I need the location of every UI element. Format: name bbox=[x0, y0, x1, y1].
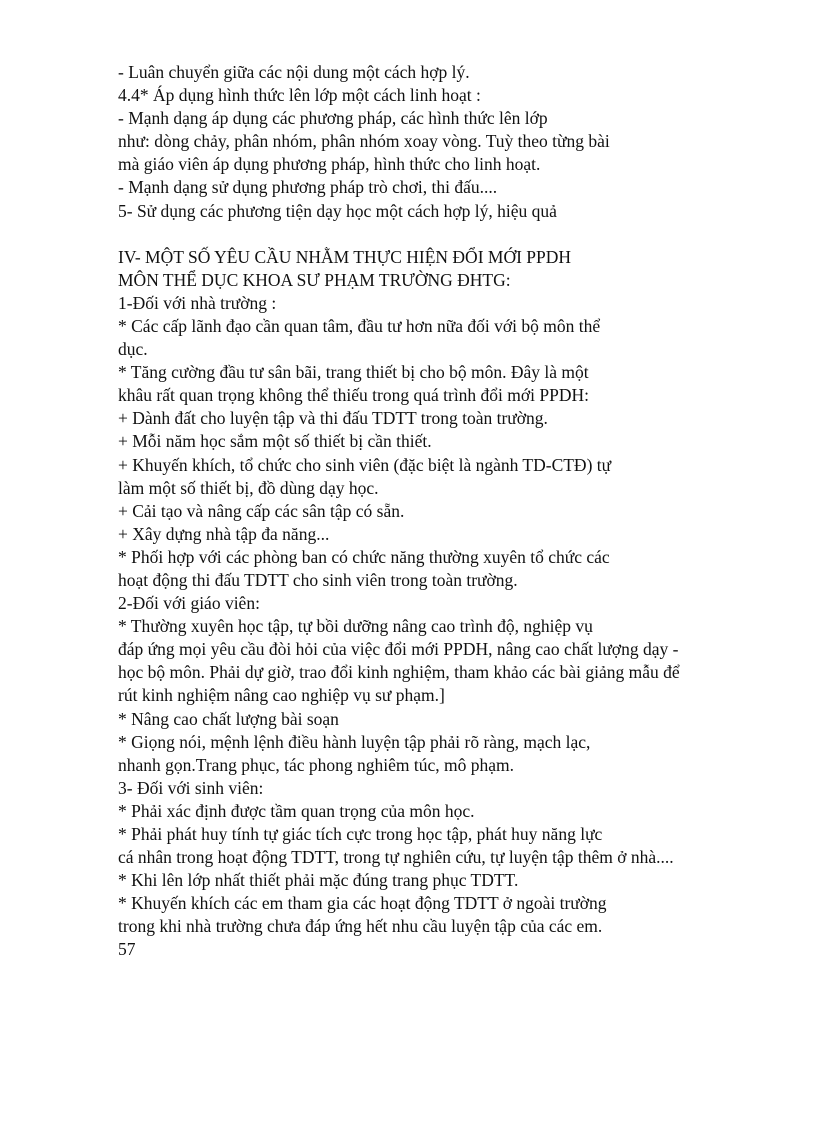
section-teaching-methods bbox=[118, 61, 758, 223]
text-line: * Phối hợp với các phòng ban có chức năng thường xuyên tổ chức các bbox=[118, 546, 610, 567]
text-line: - Luân chuyển giữa các nội dung một cách hợp lý. bbox=[118, 62, 470, 82]
text-line: như: dòng chảy, phân nhóm, phân nhóm xoay vòng. Tuỳ theo từng bài bbox=[118, 131, 610, 152]
text-line: mà giáo viên áp dụng phương pháp, hình thức cho linh hoạt. bbox=[118, 154, 541, 175]
text-line: * Các cấp lãnh đạo cần quan tâm, đầu tư hơn nữa đối với bộ môn thể bbox=[118, 315, 601, 336]
text-line: 2-Đối với giáo viên: bbox=[118, 593, 260, 614]
document-page bbox=[118, 61, 758, 962]
text-line: + Mỗi năm học sắm một số thiết bị cần thiết. bbox=[118, 431, 432, 452]
text-line: 5- Sử dụng các phương tiện dạy học một cách hợp lý, hiệu quả bbox=[118, 200, 557, 221]
text-line: * Giọng nói, mệnh lệnh điều hành luyện tập phải rõ ràng, mạch lạc, bbox=[118, 731, 591, 752]
text-line: + Cải tạo và nâng cấp các sân tập có sẵn. bbox=[118, 500, 405, 521]
text-line: làm một số thiết bị, đồ dùng dạy học. bbox=[118, 477, 379, 498]
text-line: 4.4* Áp dụng hình thức lên lớp một cách linh hoạt : bbox=[118, 85, 481, 106]
text-line: * Khi lên lớp nhất thiết phải mặc đúng trang phục TDTT. bbox=[118, 870, 519, 891]
text-line: + Dành đất cho luyện tập và thi đấu TDTT trong toàn trường. bbox=[118, 408, 548, 429]
section-gap bbox=[118, 223, 758, 246]
text-line: - Mạnh dạng áp dụng các phương pháp, các hình thức lên lớp bbox=[118, 108, 548, 129]
section-requirements bbox=[118, 246, 758, 939]
text-line: 1-Đối với nhà trường : bbox=[118, 292, 277, 313]
text-line: trong khi nhà trường chưa đáp ứng hết nhu cầu luyện tập của các em. bbox=[118, 916, 603, 937]
text-line: cá nhân trong hoạt động TDTT, trong tự nghiên cứu, tự luyện tập thêm ở nhà.... bbox=[118, 847, 674, 868]
text-line: * Nâng cao chất lượng bài soạn bbox=[118, 708, 339, 729]
text-line: đáp ứng mọi yêu cầu đòi hỏi của việc đổi mới PPDH, nâng cao chất lượng dạy - bbox=[118, 639, 679, 660]
text-line: + Khuyến khích, tổ chức cho sinh viên (đặc biệt là ngành TD-CTĐ) tự bbox=[118, 454, 612, 475]
text-line: * Phải phát huy tính tự giác tích cực trong học tập, phát huy năng lực bbox=[118, 824, 603, 844]
text-line: IV- MỘT SỐ YÊU CẦU NHẰM THỰC HIỆN ĐỔI MỚI PPDH bbox=[118, 246, 572, 267]
text-line: rút kinh nghiệm nâng cao nghiệp vụ sư phạm.] bbox=[118, 685, 445, 706]
text-line: hoạt động thi đấu TDTT cho sinh viên trong toàn trường. bbox=[118, 569, 518, 590]
text-line: * Tăng cường đầu tư sân bãi, trang thiết bị cho bộ môn. Đây là một bbox=[118, 362, 589, 383]
page-number: 57 bbox=[118, 939, 136, 960]
text-line: khâu rất quan trọng không thể thiếu trong quá trình đổi mới PPDH: bbox=[118, 385, 590, 406]
text-line: học bộ môn. Phải dự giờ, trao đổi kinh nghiệm, tham khảo các bài giảng mẫu để bbox=[118, 662, 680, 683]
text-line: MÔN THỂ DỤC KHOA SƯ PHẠM TRƯỜNG ĐHTG: bbox=[118, 269, 511, 290]
text-line: nhanh gọn.Trang phục, tác phong nghiêm túc, mô phạm. bbox=[118, 754, 514, 775]
text-line: * Phải xác định được tầm quan trọng của môn học. bbox=[118, 800, 475, 821]
text-line: * Khuyến khích các em tham gia các hoạt động TDTT ở ngoài trường bbox=[118, 893, 607, 914]
text-line: - Mạnh dạng sử dụng phương pháp trò chơi, thi đấu.... bbox=[118, 177, 498, 198]
text-line: * Thường xuyên học tập, tự bồi dưỡng nâng cao trình độ, nghiệp vụ bbox=[118, 616, 593, 637]
text-line: dục. bbox=[118, 339, 148, 360]
text-line: 3- Đối với sinh viên: bbox=[118, 777, 264, 798]
text-line: + Xây dựng nhà tập đa năng... bbox=[118, 523, 330, 544]
